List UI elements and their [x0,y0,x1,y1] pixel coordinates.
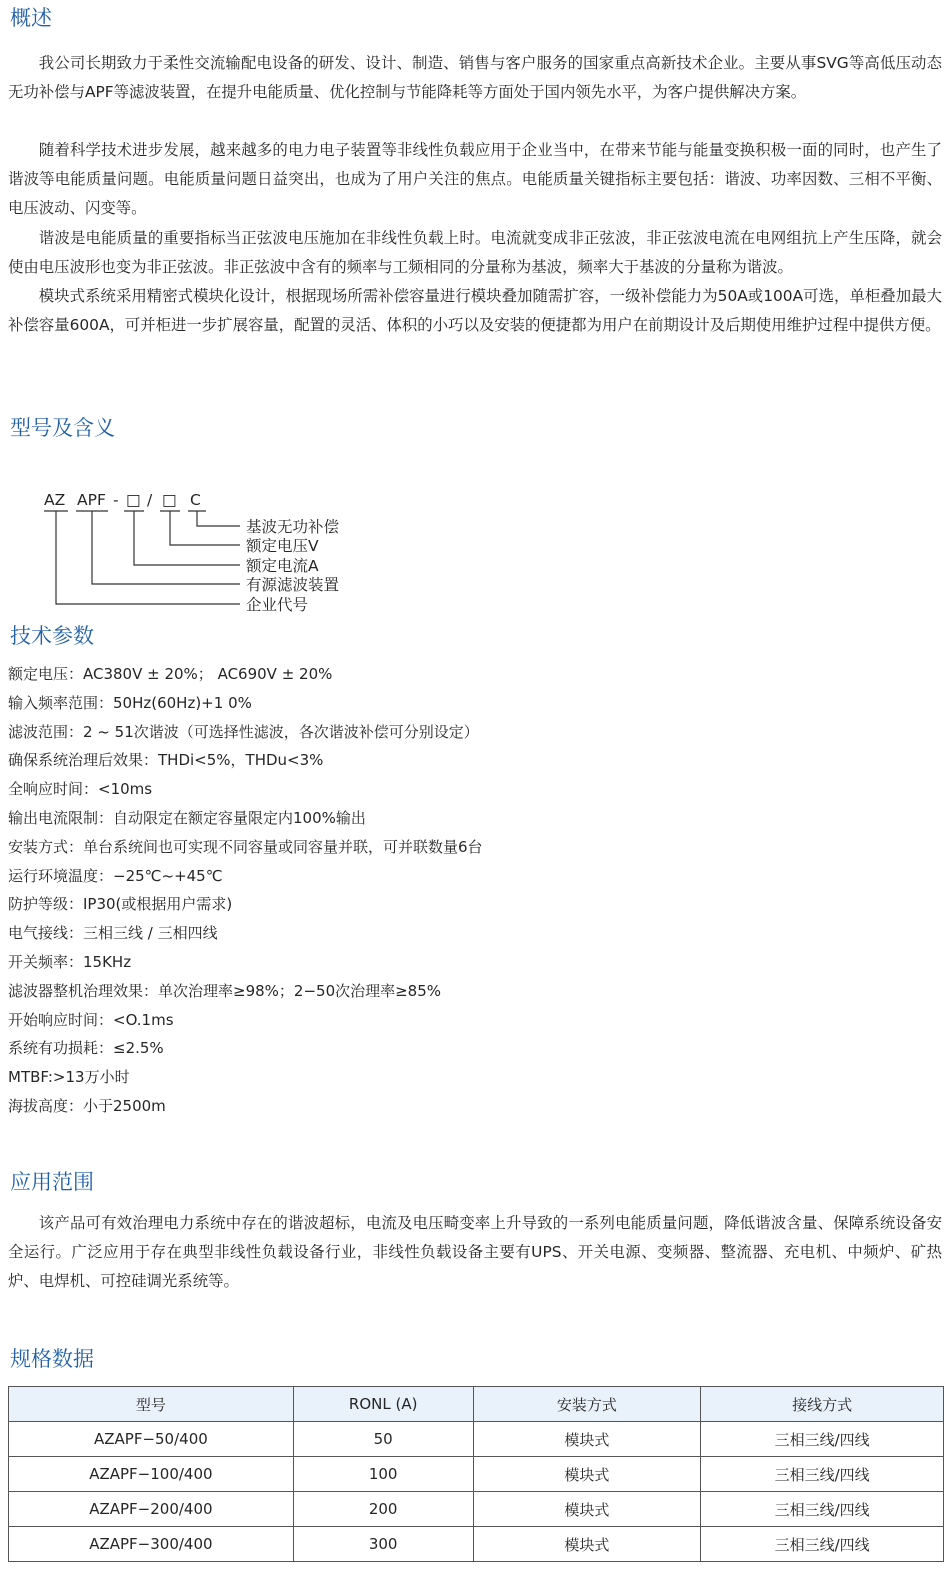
spec-item: 滤波器整机治理效果：单次治理率≥98%；2−50次治理率≥85% [8,981,442,1000]
spec-item: 额定电压：AC380V ± 20%； AC690V ± 20% [8,665,333,683]
label-rated-current: 额定电流A [246,557,319,575]
label-rated-voltage: 额定电压V [246,537,319,555]
model-code-diagram [0,480,420,615]
code-part-dash: - [113,491,119,509]
code-part-slash: / [147,491,153,509]
leader-line-voltage [170,511,240,545]
cell-model: AZAPF−50/400 [9,1422,294,1457]
leader-line-apf [92,511,240,584]
overview-paragraph-3: 谐波是电能质量的重要指标当正弦波电压施加在非线性负载上时。电流就变成非正弦波，非正弦波电流在电网组抗上产生压降，就会使由电压波形也变为非正弦波。非正弦波中含有的频率与工频相同的分量称为基波，频率大于基波的分量称为谐波。 [8,229,942,276]
spec-item: 电气接线：三相三线 / 三相四线 [8,924,218,943]
code-part-voltage-box: □ [162,491,177,509]
label-company-code: 企业代号 [246,596,309,614]
code-part-apf: APF [77,491,106,509]
table-row [9,1422,944,1457]
table-header-row [9,1387,944,1422]
label-fundamental-reactive: 基波无功补偿 [246,518,340,536]
spec-item: MTBF:>13万小时 [8,1068,130,1087]
spec-item: 系统有功损耗：≤2.5% [8,1039,164,1058]
cell-install: 模块式 [473,1492,701,1527]
cell-ronl: 50 [293,1422,473,1457]
cell-ronl: 200 [293,1492,473,1527]
overview-paragraph-4: 模块式系统采用精密式模块化设计，根据现场所需补偿容量进行模块叠加随需扩容，一级补偿能力为50A或100A可选，单柜叠加最大补偿容量600A，可并柜进一步扩展容量，配置的灵活、体积的小巧以及安装的便捷都为用户在前期设计及后期使用维护过程中提供方便。 [8,287,942,334]
spec-item: 确保系统治理后效果：THDi<5%，THDu<3% [8,751,324,770]
tech-heading: 技术参数 [10,624,94,648]
leader-line-az [56,511,240,604]
spec-item: 滤波范围：2 ~ 51次谐波（可选择性滤波，各次谐波补偿可分别设定） [8,722,479,741]
overview-paragraph-1: 我公司长期致力于柔性交流输配电设备的研发、设计、制造、销售与客户服务的国家重点高新技术企业。主要从事SVG等高低压动态无功补偿与APF等滤波装置，在提升电能质量、优化控制与节能降耗等方面处于国内领先水平，为客户提供解决方案。 [8,54,942,101]
spec-item: 安装方式：单台系统间也可实现不同容量或同容量并联，可并联数量6台 [8,837,483,856]
cell-install: 模块式 [473,1422,701,1457]
model-heading: 型号及含义 [10,416,115,440]
column-header-model: 型号 [9,1387,294,1422]
leader-line-c [197,511,240,526]
spec-item: 输入频率范围：50Hz(60Hz)+1 0% [8,693,252,712]
code-part-az: AZ [44,491,66,509]
cell-wiring: 三相三线/四线 [701,1492,944,1527]
overview-paragraph-2: 随着科学技术进步发展，越来越多的电力电子装置等非线性负载应用于企业当中，在带来节能与能量变换积极一面的同时，也产生了谐波等电能质量问题。电能质量问题日益突出，也成为了用户关注的焦点。电能质量关键指标主要包括：谐波、功率因数、三相不平衡、电压波动、闪变等。 [8,141,942,217]
spec-item: 开始响应时间：<O.1ms [8,1010,174,1029]
spec-item: 防护等级：IP30(或根据用户需求) [8,895,233,914]
cell-wiring: 三相三线/四线 [701,1422,944,1457]
cell-wiring: 三相三线/四线 [701,1457,944,1492]
code-part-current-box: □ [126,491,141,509]
spec-item: 输出电流限制：自动限定在额定容量限定内100%输出 [8,808,366,827]
cell-ronl: 100 [293,1457,473,1492]
column-header-install: 安装方式 [473,1387,701,1422]
spec-item: 海拔高度：小于2500m [8,1096,166,1115]
table-row [9,1457,944,1492]
cell-install: 模块式 [473,1527,701,1562]
application-heading: 应用范围 [10,1170,94,1194]
spec-data-heading: 规格数据 [10,1347,94,1371]
column-header-wiring: 接线方式 [701,1387,944,1422]
table-row [9,1492,944,1527]
spec-item: 运行环境温度：−25℃~+45℃ [8,866,223,885]
leader-line-current [134,511,240,565]
tech-spec-list [8,660,938,1121]
cell-model: AZAPF−100/400 [9,1457,294,1492]
code-part-c: C [190,491,201,509]
spec-item: 开关频率：15KHz [8,952,132,971]
label-active-filter: 有源滤波装置 [246,576,340,594]
spec-table [8,1386,944,1562]
overview-heading: 概述 [10,6,52,30]
spec-item: 全响应时间：<10ms [8,780,153,799]
table-row [9,1527,944,1562]
cell-install: 模块式 [473,1457,701,1492]
cell-wiring: 三相三线/四线 [701,1527,944,1562]
cell-model: AZAPF−200/400 [9,1492,294,1527]
application-paragraph: 该产品可有效治理电力系统中存在的谐波超标，电流及电压畸变率上升导致的一系列电能质量问题，降低谐波含量、保障系统设备安全运行。广泛应用于存在典型非线性负载设备行业，非线性负载设备主要有UPS、开关电源、变频器、整流器、充电机、中频炉、矿热炉、电焊机、可控硅调光系统等。 [8,1214,942,1290]
column-header-ronl: RONL (A) [293,1387,473,1422]
cell-model: AZAPF−300/400 [9,1527,294,1562]
cell-ronl: 300 [293,1527,473,1562]
